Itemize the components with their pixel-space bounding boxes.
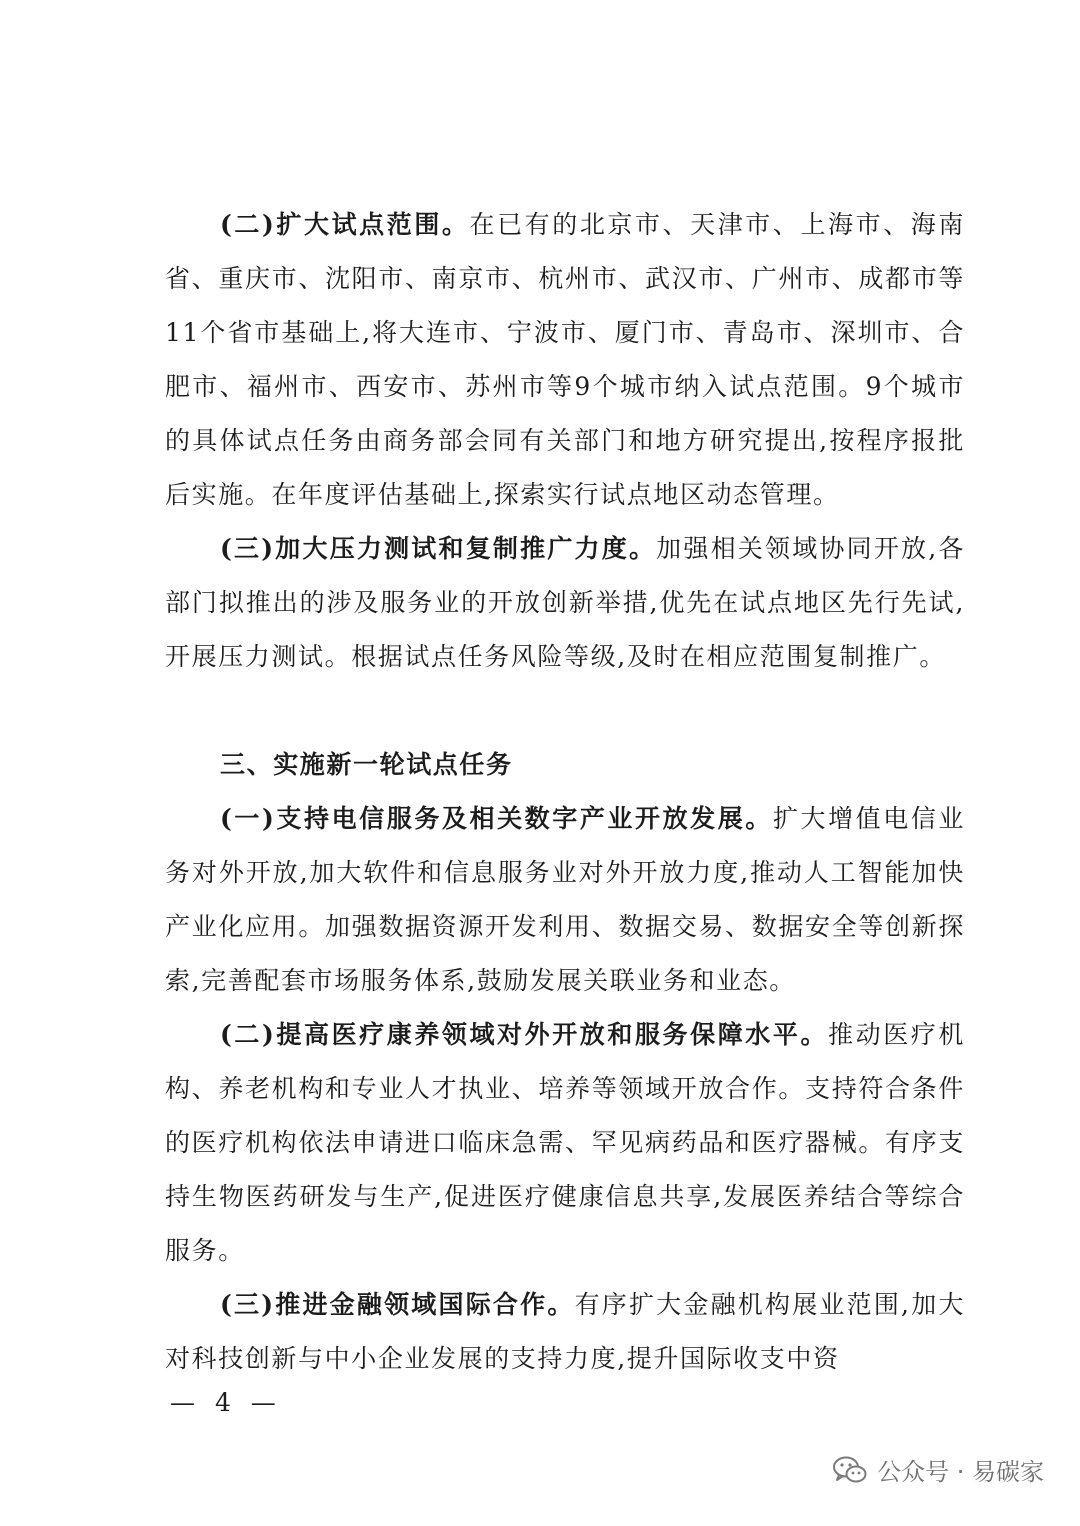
paragraph-expand-scope (165, 198, 965, 522)
paragraph-lead: (二)扩大试点范围。 (220, 210, 470, 239)
paragraph-lead: (二)提高医疗康养领域对外开放和服务保障水平。 (220, 1020, 829, 1049)
paragraph-lead: (一)支持电信服务及相关数字产业开放发展。 (220, 804, 773, 833)
paragraph-body: 加强相关领域协同开放,各部门拟推出的涉及服务业的开放创新举措,优先在试点地区先行先试,开展压力测试。根据试点任务风险等级,及时在相应范围复制推广。 (165, 534, 965, 671)
page-number: — 4 — (170, 1388, 282, 1417)
paragraph-body: 扩大增值电信业务对外开放,加大软件和信息服务业对外开放力度,推动人工智能加快产业化应用。加强数据资源开发利用、数据交易、数据安全等创新探索,完善配套市场服务体系,鼓励发展关联业务和业态。 (165, 804, 966, 995)
paragraph-body: 有序扩大金融机构展业范围,加大对科技创新与中小企业发展的支持力度,提升国际收支中资 (165, 1290, 966, 1373)
paragraph-finance (165, 1278, 965, 1386)
watermark (833, 1452, 1044, 1487)
section-heading: 三、实施新一轮试点任务 (220, 750, 513, 779)
paragraph-medical (165, 1008, 965, 1278)
paragraph-body: 推动医疗机构、养老机构和专业人才执业、培养等领域开放合作。支持符合条件的医疗机构依法申请进口临床急需、罕见病药品和医疗器械。有序支持生物医药研发与生产,促进医疗健康信息共享,发展医养结合等综合服务。 (165, 1020, 965, 1265)
wechat-icon (833, 1456, 867, 1484)
paragraph-stress-test (165, 522, 965, 684)
paragraph-lead: (三)加大压力测试和复制推广力度。 (220, 534, 657, 563)
paragraph-telecom (165, 792, 965, 1008)
paragraph-body: 在已有的北京市、天津市、上海市、海南省、重庆市、沈阳市、南京市、杭州市、武汉市、广州市、成都市等11个省市基础上,将大连市、宁波市、厦门市、青岛市、深圳市、合肥市、福州市、西安市、苏州市等9个城市纳入试点范围。9个城市的具体试点任务由商务部会同有关部门和地方研究提出,按程序报批后实施。在年度评估基础上,探索实行试点地区动态管理。 (165, 210, 965, 509)
watermark-text: 公众号 · 易碳家 (877, 1458, 1044, 1486)
paragraph-lead: (三)推进金融领域国际合作。 (220, 1290, 575, 1319)
